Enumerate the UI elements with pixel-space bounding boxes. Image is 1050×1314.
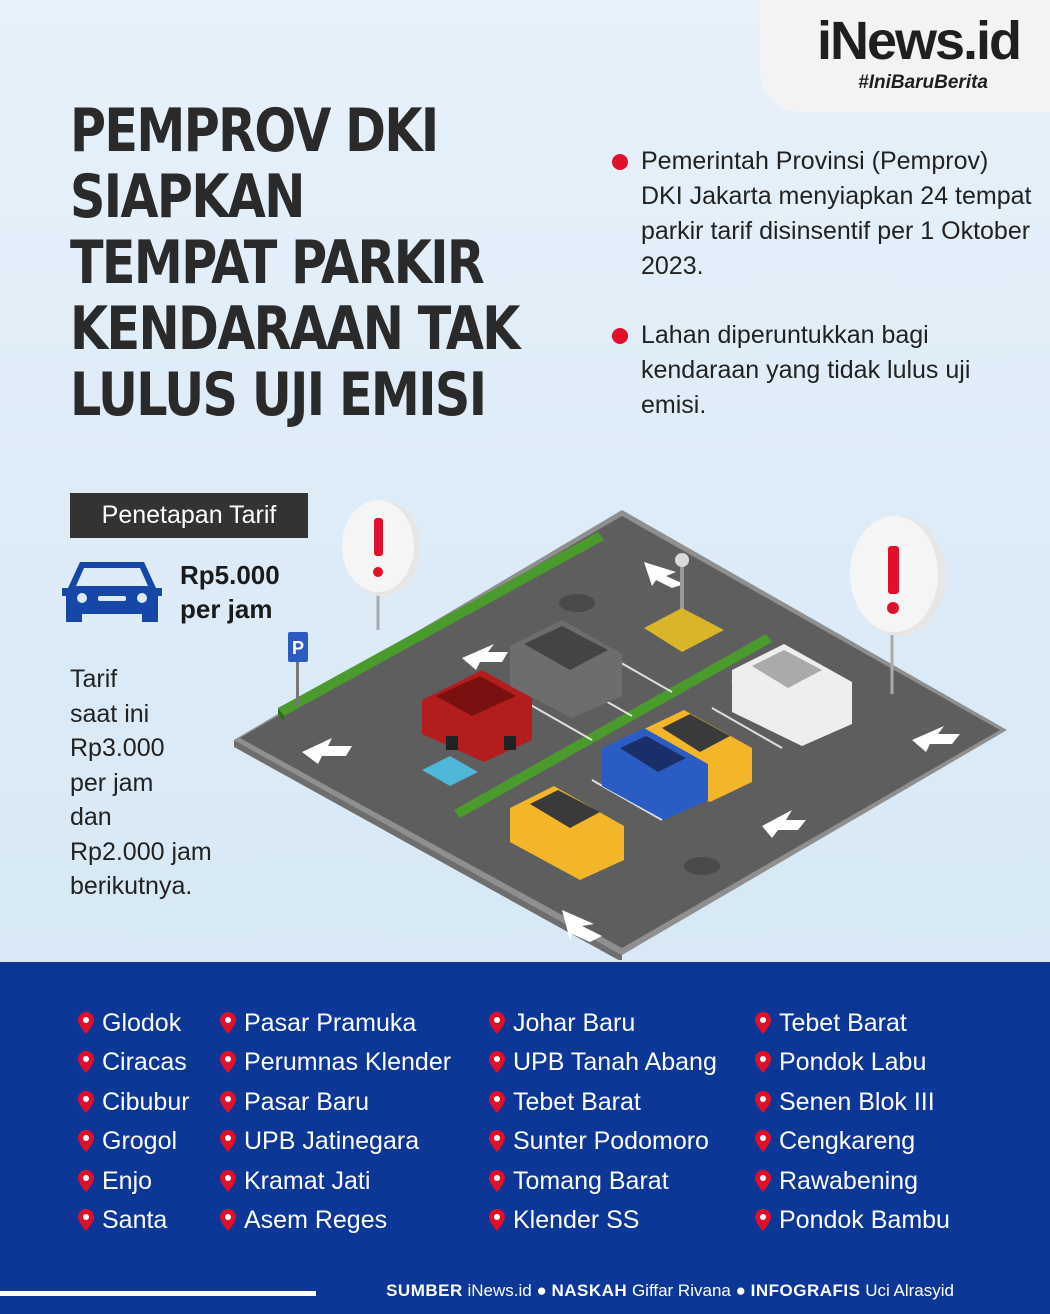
location-pin-icon (220, 1091, 236, 1113)
location-pin-icon (220, 1012, 236, 1034)
location-name: Tebet Barat (513, 1087, 641, 1116)
price-amount: Rp5.000 (180, 560, 280, 590)
location-pin-icon (220, 1209, 236, 1231)
location-item (78, 1085, 190, 1124)
warning-icon (342, 500, 420, 630)
location-name: Tebet Barat (779, 1009, 907, 1037)
location-pin-icon (78, 1091, 94, 1113)
location-pin-icon (755, 1130, 771, 1152)
tarif-label: Penetapan Tarif (70, 493, 308, 538)
footer-credits (386, 1280, 954, 1302)
location-item (489, 1124, 717, 1163)
location-item (489, 1006, 717, 1045)
location-name: Perumnas Klender (244, 1048, 452, 1077)
location-pin-icon (78, 1130, 94, 1152)
location-name: Senen Blok III (779, 1087, 935, 1116)
location-item (220, 1085, 451, 1124)
location-column (755, 1006, 950, 1242)
location-column (220, 1006, 451, 1242)
location-item (755, 1203, 950, 1242)
bullet-item (612, 318, 1032, 423)
location-name: Pasar Pramuka (244, 1009, 417, 1037)
naskah-value: Giffar Rivana (631, 1281, 731, 1300)
location-item (755, 1085, 950, 1124)
credits-footer (0, 1266, 1050, 1314)
location-pin-icon (755, 1051, 771, 1073)
location-name: Klender SS (513, 1205, 640, 1234)
location-pin-icon (78, 1209, 94, 1231)
naskah-label: NASKAH (551, 1281, 628, 1300)
title-line: TEMPAT PARKIR (70, 228, 484, 298)
location-name: Tomang Barat (513, 1166, 669, 1195)
location-name: Santa (102, 1205, 168, 1234)
separator-dot: ● (735, 1281, 746, 1300)
brand-logo: iNews.id (816, 11, 1020, 71)
location-name: Glodok (102, 1009, 182, 1037)
location-name: Ciracas (102, 1048, 187, 1077)
location-item (220, 1164, 451, 1203)
separator-dot: ● (536, 1281, 547, 1300)
location-name: Pasar Baru (244, 1087, 370, 1116)
location-pin-icon (755, 1170, 771, 1192)
location-item (220, 1045, 451, 1084)
location-pin-icon (220, 1170, 236, 1192)
locations-panel (0, 962, 1050, 1266)
location-item (78, 1203, 190, 1242)
location-name: UPB Tanah Abang (513, 1048, 717, 1077)
location-item (78, 1045, 190, 1084)
location-pin-icon (489, 1012, 505, 1034)
location-name: Pondok Bambu (779, 1205, 950, 1234)
location-pin-icon (489, 1209, 505, 1231)
infografis-value: Uci Alrasyid (865, 1281, 954, 1300)
location-name: Johar Baru (513, 1009, 636, 1037)
title-line: LULUS UJI EMISI (70, 360, 486, 430)
location-name: Pondok Labu (779, 1048, 927, 1077)
bullet-text: Pemerintah Provinsi (Pemprov) DKI Jakarta menyiapkan 24 tempat parkir tarif disinsentif per 1 Oktober 2023. (641, 147, 1032, 280)
sumber-label: SUMBER (386, 1281, 463, 1300)
location-pin-icon (489, 1170, 505, 1192)
location-item (78, 1124, 190, 1163)
location-column (78, 1006, 190, 1242)
location-item (78, 1164, 190, 1203)
svg-text:P: P (292, 638, 305, 658)
location-pin-icon (489, 1051, 505, 1073)
location-item (755, 1006, 950, 1045)
location-pin-icon (489, 1130, 505, 1152)
location-name: Sunter Podomoro (513, 1127, 709, 1156)
location-item (755, 1124, 950, 1163)
location-pin-icon (755, 1012, 771, 1034)
location-name: Asem Reges (244, 1205, 388, 1234)
location-item (220, 1006, 451, 1045)
location-pin-icon (755, 1209, 771, 1231)
bullet-item (612, 144, 1032, 284)
page-title (70, 96, 519, 430)
location-name: UPB Jatinegara (244, 1127, 420, 1156)
location-name: Cibubur (102, 1087, 190, 1116)
price-unit: per jam (180, 594, 273, 624)
location-name: Grogol (102, 1127, 178, 1156)
location-pin-icon (489, 1091, 505, 1113)
location-item (220, 1124, 451, 1163)
current-tarif-text: Tarif saat ini Rp3.000 per jam dan Rp2.000 jam berikutnya. (70, 665, 212, 900)
brand-tagline: #IniBaruBerita (858, 72, 988, 93)
location-pin-icon (220, 1051, 236, 1073)
bullet-dot-icon (612, 328, 628, 344)
location-pin-icon (220, 1130, 236, 1152)
sumber-value: iNews.id (467, 1281, 532, 1300)
car-icon (58, 552, 166, 632)
location-pin-icon (78, 1012, 94, 1034)
location-item (755, 1164, 950, 1203)
title-line: PEMPROV DKI (70, 96, 438, 166)
logo-panel (760, 0, 1050, 112)
location-column (489, 1006, 717, 1242)
location-name: Rawabening (779, 1166, 918, 1195)
footer-divider (0, 1291, 316, 1296)
location-pin-icon (78, 1170, 94, 1192)
info-bullets (612, 144, 1032, 457)
parking-lot-illustration (232, 490, 1050, 960)
location-pin-icon (78, 1051, 94, 1073)
bullet-text: Lahan diperuntukkan bagi kendaraan yang tidak lulus uji emisi. (641, 321, 971, 419)
location-name: Enjo (102, 1166, 153, 1195)
title-line: KENDARAAN TAK (70, 294, 519, 364)
location-item (489, 1085, 717, 1124)
title-line: SIAPKAN (70, 162, 304, 232)
location-item (489, 1045, 717, 1084)
infografis-label: INFOGRAFIS (750, 1281, 861, 1300)
location-item (755, 1045, 950, 1084)
location-item (78, 1006, 190, 1045)
location-name: Cengkareng (779, 1127, 916, 1156)
location-item (489, 1164, 717, 1203)
location-item (489, 1203, 717, 1242)
location-name: Kramat Jati (244, 1166, 371, 1195)
location-pin-icon (755, 1091, 771, 1113)
bullet-dot-icon (612, 154, 628, 170)
location-item (220, 1203, 451, 1242)
